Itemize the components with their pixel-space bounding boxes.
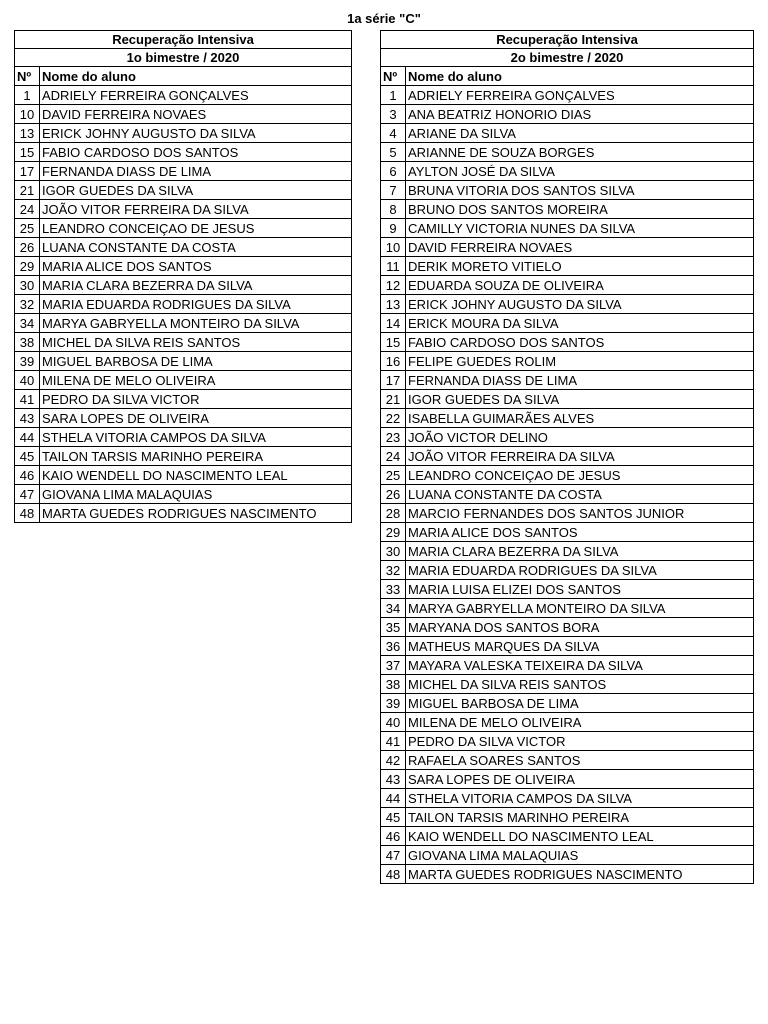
student-name: ISABELLA GUIMARÃES ALVES bbox=[406, 409, 754, 428]
table-row bbox=[381, 447, 754, 466]
student-name: MARIA ALICE DOS SANTOS bbox=[40, 257, 352, 276]
table-row bbox=[381, 409, 754, 428]
table-row bbox=[15, 428, 352, 447]
student-number: 26 bbox=[381, 485, 406, 504]
student-name: MARIA EDUARDA RODRIGUES DA SILVA bbox=[406, 561, 754, 580]
student-number: 14 bbox=[381, 314, 406, 333]
student-number: 46 bbox=[381, 827, 406, 846]
student-number: 39 bbox=[381, 694, 406, 713]
table-row bbox=[15, 295, 352, 314]
table-subtitle: 2o bimestre / 2020 bbox=[381, 49, 754, 67]
student-number: 36 bbox=[381, 637, 406, 656]
table-row bbox=[381, 238, 754, 257]
student-number: 10 bbox=[15, 105, 40, 124]
student-name: EDUARDA SOUZA DE OLIVEIRA bbox=[406, 276, 754, 295]
student-name: BRUNA VITORIA DOS SANTOS SILVA bbox=[406, 181, 754, 200]
table-row bbox=[381, 770, 754, 789]
student-name: FERNANDA DIASS DE LIMA bbox=[406, 371, 754, 390]
student-name: ERICK MOURA DA SILVA bbox=[406, 314, 754, 333]
student-name: MICHEL DA SILVA REIS SANTOS bbox=[40, 333, 352, 352]
student-name: MARYANA DOS SANTOS BORA bbox=[406, 618, 754, 637]
table-row bbox=[15, 162, 352, 181]
student-name: FABIO CARDOSO DOS SANTOS bbox=[40, 143, 352, 162]
student-name: GIOVANA LIMA MALAQUIAS bbox=[406, 846, 754, 865]
table-row bbox=[381, 143, 754, 162]
student-number: 23 bbox=[381, 428, 406, 447]
student-number: 29 bbox=[15, 257, 40, 276]
student-number: 40 bbox=[15, 371, 40, 390]
student-number: 15 bbox=[15, 143, 40, 162]
student-number: 6 bbox=[381, 162, 406, 181]
student-name: BRUNO DOS SANTOS MOREIRA bbox=[406, 200, 754, 219]
table-row bbox=[381, 675, 754, 694]
student-number: 17 bbox=[381, 371, 406, 390]
table-body bbox=[15, 86, 352, 523]
student-number: 1 bbox=[381, 86, 406, 105]
table-row bbox=[15, 485, 352, 504]
student-number: 15 bbox=[381, 333, 406, 352]
table-row bbox=[381, 200, 754, 219]
table-row bbox=[381, 371, 754, 390]
student-name: IGOR GUEDES DA SILVA bbox=[406, 390, 754, 409]
student-number: 44 bbox=[15, 428, 40, 447]
student-number: 21 bbox=[15, 181, 40, 200]
table-row bbox=[381, 428, 754, 447]
column-header-number: Nº bbox=[15, 67, 40, 86]
table-row bbox=[15, 390, 352, 409]
table-title: Recuperação Intensiva bbox=[15, 31, 352, 49]
table-row bbox=[381, 751, 754, 770]
student-number: 48 bbox=[381, 865, 406, 884]
student-name: LUANA CONSTANTE DA COSTA bbox=[40, 238, 352, 257]
student-number: 35 bbox=[381, 618, 406, 637]
student-number: 29 bbox=[381, 523, 406, 542]
student-number: 34 bbox=[15, 314, 40, 333]
student-name: ERICK JOHNY AUGUSTO DA SILVA bbox=[40, 124, 352, 143]
student-number: 16 bbox=[381, 352, 406, 371]
table-1o-bimestre bbox=[14, 30, 352, 523]
table-row bbox=[15, 447, 352, 466]
student-number: 9 bbox=[381, 219, 406, 238]
table-row bbox=[381, 713, 754, 732]
student-number: 41 bbox=[381, 732, 406, 751]
table-row bbox=[381, 219, 754, 238]
student-number: 32 bbox=[381, 561, 406, 580]
student-number: 17 bbox=[15, 162, 40, 181]
student-name: KAIO WENDELL DO NASCIMENTO LEAL bbox=[406, 827, 754, 846]
student-name: SARA LOPES DE OLIVEIRA bbox=[40, 409, 352, 428]
student-number: 24 bbox=[381, 447, 406, 466]
table-row bbox=[15, 333, 352, 352]
student-name: KAIO WENDELL DO NASCIMENTO LEAL bbox=[40, 466, 352, 485]
student-name: MILENA DE MELO OLIVEIRA bbox=[406, 713, 754, 732]
table-row bbox=[15, 124, 352, 143]
student-name: MARYA GABRYELLA MONTEIRO DA SILVA bbox=[40, 314, 352, 333]
student-name: JOÃO VICTOR DELINO bbox=[406, 428, 754, 447]
table-row bbox=[15, 276, 352, 295]
student-number: 43 bbox=[15, 409, 40, 428]
student-number: 30 bbox=[381, 542, 406, 561]
student-name: IGOR GUEDES DA SILVA bbox=[40, 181, 352, 200]
student-number: 45 bbox=[15, 447, 40, 466]
table-row bbox=[381, 504, 754, 523]
table-row bbox=[15, 219, 352, 238]
student-number: 47 bbox=[15, 485, 40, 504]
student-number: 1 bbox=[15, 86, 40, 105]
student-name: ANA BEATRIZ HONORIO DIAS bbox=[406, 105, 754, 124]
student-name: FELIPE GUEDES ROLIM bbox=[406, 352, 754, 371]
student-number: 43 bbox=[381, 770, 406, 789]
table-row bbox=[15, 200, 352, 219]
table-row bbox=[381, 314, 754, 333]
student-number: 13 bbox=[15, 124, 40, 143]
student-name: MICHEL DA SILVA REIS SANTOS bbox=[406, 675, 754, 694]
table-row bbox=[381, 466, 754, 485]
student-number: 47 bbox=[381, 846, 406, 865]
student-name: MIGUEL BARBOSA DE LIMA bbox=[40, 352, 352, 371]
table-row bbox=[381, 105, 754, 124]
student-name: AYLTON JOSÉ DA SILVA bbox=[406, 162, 754, 181]
student-name: ADRIELY FERREIRA GONÇALVES bbox=[406, 86, 754, 105]
table-row bbox=[15, 143, 352, 162]
table-row bbox=[381, 637, 754, 656]
student-number: 3 bbox=[381, 105, 406, 124]
table-row bbox=[381, 656, 754, 675]
student-number: 39 bbox=[15, 352, 40, 371]
student-number: 42 bbox=[381, 751, 406, 770]
table-row bbox=[381, 257, 754, 276]
student-number: 33 bbox=[381, 580, 406, 599]
student-number: 25 bbox=[381, 466, 406, 485]
column-header-number: Nº bbox=[381, 67, 406, 86]
student-number: 34 bbox=[381, 599, 406, 618]
table-row bbox=[381, 865, 754, 884]
student-name: MARTA GUEDES RODRIGUES NASCIMENTO bbox=[406, 865, 754, 884]
table-row bbox=[381, 124, 754, 143]
table-row bbox=[381, 295, 754, 314]
table-2o-bimestre bbox=[380, 30, 754, 884]
student-name: PEDRO DA SILVA VICTOR bbox=[40, 390, 352, 409]
student-name: MARCIO FERNANDES DOS SANTOS JUNIOR bbox=[406, 504, 754, 523]
table-row bbox=[381, 580, 754, 599]
student-number: 5 bbox=[381, 143, 406, 162]
table-row bbox=[381, 485, 754, 504]
table-row bbox=[381, 561, 754, 580]
student-name: SARA LOPES DE OLIVEIRA bbox=[406, 770, 754, 789]
table-subtitle: 1o bimestre / 2020 bbox=[15, 49, 352, 67]
student-name: ADRIELY FERREIRA GONÇALVES bbox=[40, 86, 352, 105]
student-name: ARIANNE DE SOUZA BORGES bbox=[406, 143, 754, 162]
student-number: 30 bbox=[15, 276, 40, 295]
student-name: MILENA DE MELO OLIVEIRA bbox=[40, 371, 352, 390]
table-row bbox=[381, 846, 754, 865]
student-name: LEANDRO CONCEIÇAO DE JESUS bbox=[406, 466, 754, 485]
student-number: 38 bbox=[15, 333, 40, 352]
student-number: 32 bbox=[15, 295, 40, 314]
student-number: 11 bbox=[381, 257, 406, 276]
student-name: ARIANE DA SILVA bbox=[406, 124, 754, 143]
student-name: DAVID FERREIRA NOVAES bbox=[406, 238, 754, 257]
student-name: MIGUEL BARBOSA DE LIMA bbox=[406, 694, 754, 713]
table-row bbox=[381, 694, 754, 713]
table-row bbox=[15, 86, 352, 105]
table-row bbox=[15, 238, 352, 257]
student-number: 22 bbox=[381, 409, 406, 428]
student-name: LUANA CONSTANTE DA COSTA bbox=[406, 485, 754, 504]
column-header-name: Nome do aluno bbox=[40, 67, 352, 86]
student-name: JOÃO VITOR FERREIRA DA SILVA bbox=[406, 447, 754, 466]
page-title: 1a série "C" bbox=[347, 11, 421, 26]
student-name: MARYA GABRYELLA MONTEIRO DA SILVA bbox=[406, 599, 754, 618]
table-row bbox=[15, 371, 352, 390]
student-name: CAMILLY VICTORIA NUNES DA SILVA bbox=[406, 219, 754, 238]
student-name: TAILON TARSIS MARINHO PEREIRA bbox=[406, 808, 754, 827]
student-name: MAYARA VALESKA TEIXEIRA DA SILVA bbox=[406, 656, 754, 675]
student-number: 38 bbox=[381, 675, 406, 694]
table-row bbox=[381, 276, 754, 295]
table-row bbox=[381, 390, 754, 409]
student-name: MARIA EDUARDA RODRIGUES DA SILVA bbox=[40, 295, 352, 314]
student-name: FABIO CARDOSO DOS SANTOS bbox=[406, 333, 754, 352]
table-row bbox=[15, 352, 352, 371]
table-row bbox=[381, 181, 754, 200]
table-row bbox=[15, 466, 352, 485]
table-row bbox=[381, 599, 754, 618]
student-name: FERNANDA DIASS DE LIMA bbox=[40, 162, 352, 181]
table-row bbox=[15, 504, 352, 523]
table-row bbox=[15, 257, 352, 276]
student-number: 48 bbox=[15, 504, 40, 523]
student-name: DAVID FERREIRA NOVAES bbox=[40, 105, 352, 124]
table-row bbox=[15, 105, 352, 124]
column-header-name: Nome do aluno bbox=[406, 67, 754, 86]
student-number: 45 bbox=[381, 808, 406, 827]
student-number: 21 bbox=[381, 390, 406, 409]
student-number: 7 bbox=[381, 181, 406, 200]
student-name: MARIA CLARA BEZERRA DA SILVA bbox=[40, 276, 352, 295]
table-row bbox=[381, 333, 754, 352]
student-number: 4 bbox=[381, 124, 406, 143]
table-row bbox=[381, 352, 754, 371]
student-number: 24 bbox=[15, 200, 40, 219]
student-name: ERICK JOHNY AUGUSTO DA SILVA bbox=[406, 295, 754, 314]
student-number: 41 bbox=[15, 390, 40, 409]
student-number: 37 bbox=[381, 656, 406, 675]
student-name: RAFAELA SOARES SANTOS bbox=[406, 751, 754, 770]
student-name: MATHEUS MARQUES DA SILVA bbox=[406, 637, 754, 656]
student-name: MARIA CLARA BEZERRA DA SILVA bbox=[406, 542, 754, 561]
table-row bbox=[381, 827, 754, 846]
student-name: LEANDRO CONCEIÇAO DE JESUS bbox=[40, 219, 352, 238]
table-row bbox=[381, 162, 754, 181]
table-title: Recuperação Intensiva bbox=[381, 31, 754, 49]
table-row bbox=[381, 523, 754, 542]
student-number: 13 bbox=[381, 295, 406, 314]
student-name: JOÃO VITOR FERREIRA DA SILVA bbox=[40, 200, 352, 219]
student-number: 46 bbox=[15, 466, 40, 485]
table-row bbox=[15, 181, 352, 200]
student-number: 12 bbox=[381, 276, 406, 295]
student-name: PEDRO DA SILVA VICTOR bbox=[406, 732, 754, 751]
table-body bbox=[381, 86, 754, 884]
student-number: 25 bbox=[15, 219, 40, 238]
student-name: MARIA LUISA ELIZEI DOS SANTOS bbox=[406, 580, 754, 599]
student-number: 8 bbox=[381, 200, 406, 219]
student-name: DERIK MORETO VITIELO bbox=[406, 257, 754, 276]
table-row bbox=[381, 732, 754, 751]
table-row bbox=[381, 808, 754, 827]
student-number: 40 bbox=[381, 713, 406, 732]
student-number: 26 bbox=[15, 238, 40, 257]
student-number: 44 bbox=[381, 789, 406, 808]
student-name: STHELA VITORIA CAMPOS DA SILVA bbox=[40, 428, 352, 447]
table-row bbox=[381, 86, 754, 105]
table-row bbox=[15, 314, 352, 333]
student-name: STHELA VITORIA CAMPOS DA SILVA bbox=[406, 789, 754, 808]
table-row bbox=[381, 789, 754, 808]
table-row bbox=[381, 618, 754, 637]
student-number: 10 bbox=[381, 238, 406, 257]
table-row bbox=[381, 542, 754, 561]
student-number: 28 bbox=[381, 504, 406, 523]
student-name: MARIA ALICE DOS SANTOS bbox=[406, 523, 754, 542]
table-row bbox=[15, 409, 352, 428]
student-name: GIOVANA LIMA MALAQUIAS bbox=[40, 485, 352, 504]
student-name: MARTA GUEDES RODRIGUES NASCIMENTO bbox=[40, 504, 352, 523]
student-name: TAILON TARSIS MARINHO PEREIRA bbox=[40, 447, 352, 466]
